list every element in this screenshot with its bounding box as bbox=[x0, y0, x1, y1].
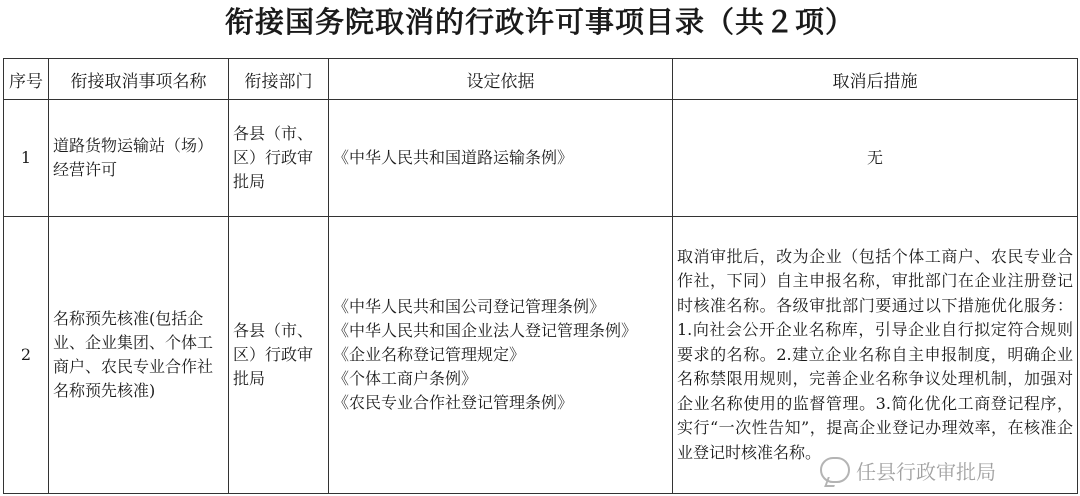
row-no: 2 bbox=[4, 217, 49, 494]
basis-item: 《中华人民共和国企业法人登记管理条例》 bbox=[333, 321, 638, 340]
header-no: 序号 bbox=[4, 59, 49, 100]
table-row bbox=[4, 100, 1078, 217]
basis-item: 《个体工商户条例》 bbox=[333, 369, 478, 388]
basis-item: 《中华人民共和国道路运输条例》 bbox=[333, 148, 574, 167]
row-legal-basis bbox=[329, 217, 673, 494]
basis-item: 《农民专业合作社登记管理条例》 bbox=[333, 393, 574, 412]
row-department-text: 各县（市、区）行政审批局 bbox=[233, 321, 314, 388]
header-measures: 取消后措施 bbox=[673, 59, 1078, 100]
row-item-name-text: 名称预先核准(包括企业、企业集团、个体工商户、农民专业合作社名称预先核准) bbox=[53, 309, 214, 400]
row-item-name-text: 道路货物运输站（场）经营许可 bbox=[53, 136, 214, 179]
page-title: 衔接国务院取消的行政许可事项目录（共２项） bbox=[224, 5, 855, 39]
row-department bbox=[229, 217, 329, 494]
basis-item: 《中华人民共和国公司登记管理条例》 bbox=[333, 297, 606, 316]
watermark-text: 任县行政审批局 bbox=[856, 459, 996, 484]
row-no: 1 bbox=[4, 100, 49, 217]
row-item-name bbox=[49, 217, 229, 494]
row-item-name bbox=[49, 100, 229, 217]
table-row bbox=[4, 217, 1078, 494]
header-item-name: 衔接取消事项名称 bbox=[49, 59, 229, 100]
table-header-row bbox=[4, 59, 1078, 100]
row-department bbox=[229, 100, 329, 217]
basis-item: 《企业名称登记管理规定》 bbox=[333, 345, 526, 364]
row-legal-basis bbox=[329, 100, 673, 217]
header-legal-basis: 设定依据 bbox=[329, 59, 673, 100]
row-measures bbox=[673, 217, 1078, 494]
header-department: 衔接部门 bbox=[229, 59, 329, 100]
row-measures-text: 取消审批后，改为企业（包括个体工商户、农民专业合作社，下同）自主申报名称，审批部门在企业注册登记时核准名称。各级审批部门要通过以下措施优化服务：1.向社会公开企业名称库，引导企业自行拟定符合规则要求的名称。2.建立企业名称自主申报制度，明确企业名称禁限用规则，完善企业名称争议处理机制，加强对企业名称使用的监督管理。3.简化优化工商登记程序，实行“一次性告知”，提高企业登记办理效率，在核准企业登记时核准名称。 bbox=[677, 246, 1073, 462]
row-department-text: 各县（市、区）行政审批局 bbox=[233, 124, 314, 191]
row-measures: 无 bbox=[673, 100, 1078, 217]
catalog-table bbox=[3, 58, 1078, 494]
